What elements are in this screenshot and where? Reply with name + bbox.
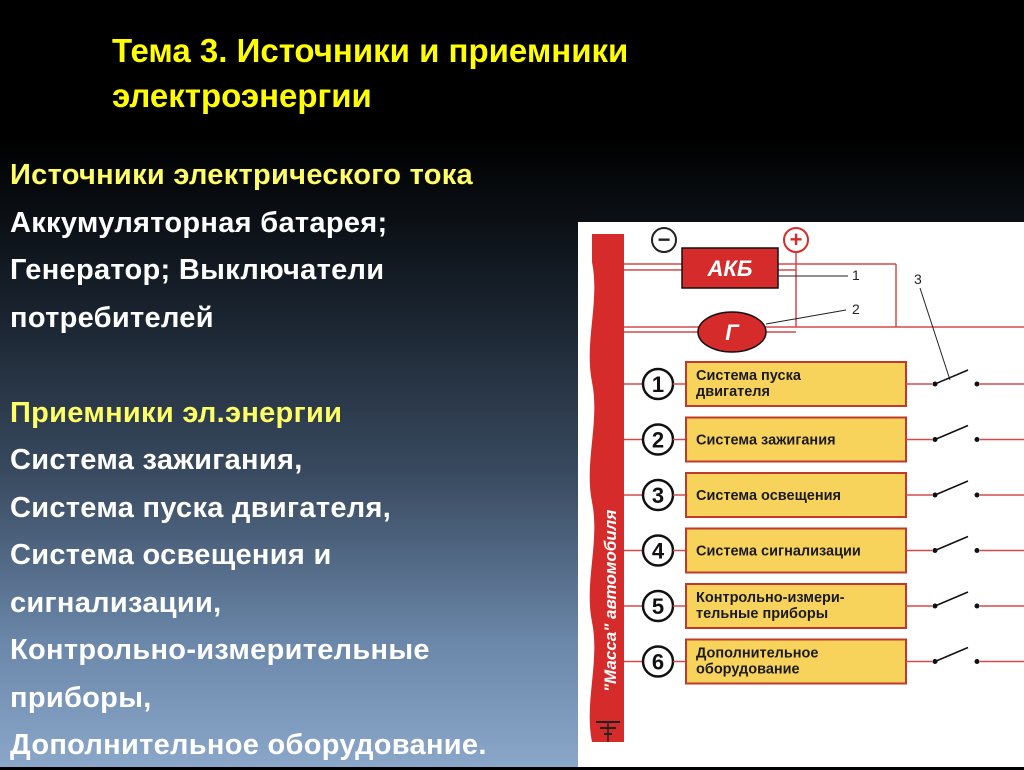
system-label: тельные приборы <box>696 606 829 622</box>
receivers-heading: Приемники эл.энергии <box>10 396 343 429</box>
system-number: 2 <box>651 427 665 453</box>
switch-contact-icon <box>975 437 980 442</box>
callout-1: 1 <box>852 267 860 283</box>
system-label: Система пуска <box>696 368 801 384</box>
minus-terminal-label: − <box>657 227 671 252</box>
system-label: Система освещения <box>696 488 841 504</box>
switch-contact-icon <box>975 659 980 664</box>
switch-lever-icon <box>935 592 968 606</box>
switch-contact-icon <box>975 382 980 387</box>
system-label: Система сигнализации <box>696 543 861 560</box>
switch-lever-icon <box>935 370 968 384</box>
slide-title-line-2: электроэнергии <box>112 77 372 114</box>
sources-line: потребителей <box>10 301 214 334</box>
system-label: Контрольно-измери- <box>696 590 845 606</box>
battery-label: АКБ <box>707 256 753 281</box>
switch-lever-icon <box>935 537 968 551</box>
switch-contact-icon <box>975 493 980 498</box>
sources-line: Генератор; Выключатели <box>10 254 385 286</box>
receivers-line: Система пуска двигателя, <box>10 491 392 524</box>
receivers-line: Система зажигания, <box>10 444 303 476</box>
system-number: 4 <box>651 538 665 564</box>
plus-terminal-label: + <box>789 227 803 252</box>
switch-contact-icon <box>975 604 980 609</box>
spacer <box>10 342 610 390</box>
receivers-line: Система освещения и <box>10 539 332 571</box>
switch-lever-icon <box>935 481 968 495</box>
switch-lever-icon <box>935 648 968 662</box>
system-label: Дополнительное <box>696 645 819 662</box>
sources-line: Аккумуляторная батарея; <box>10 206 388 239</box>
slide-title <box>112 28 812 118</box>
callout-2: 2 <box>852 301 860 317</box>
system-number: 1 <box>651 372 665 397</box>
callout-3: 3 <box>914 271 922 287</box>
receivers-line: Контрольно-измерительные <box>10 634 430 666</box>
generator-label: Г <box>725 320 739 345</box>
system-label: Система зажигания <box>696 432 836 449</box>
system-label: двигателя <box>696 384 770 400</box>
system-number: 6 <box>651 649 665 675</box>
ground-bar-label: "Масса" автомобиля <box>601 509 620 692</box>
slide-title-line-1: Тема 3. Источники и приемники <box>112 32 629 69</box>
slide-body <box>10 152 610 770</box>
callout-leader <box>920 288 950 380</box>
receivers-line: Дополнительное оборудование. <box>10 729 487 761</box>
sources-heading: Источники электрического тока <box>10 159 473 191</box>
system-number: 3 <box>651 483 665 508</box>
electrical-circuit-diagram <box>578 222 1024 767</box>
receivers-line: приборы, <box>10 681 152 714</box>
system-label: оборудование <box>696 661 800 678</box>
system-number: 5 <box>651 594 665 619</box>
callout-leader <box>766 310 846 324</box>
receivers-line: сигнализации, <box>10 586 222 619</box>
switch-contact-icon <box>975 548 980 553</box>
switch-lever-icon <box>935 426 968 440</box>
